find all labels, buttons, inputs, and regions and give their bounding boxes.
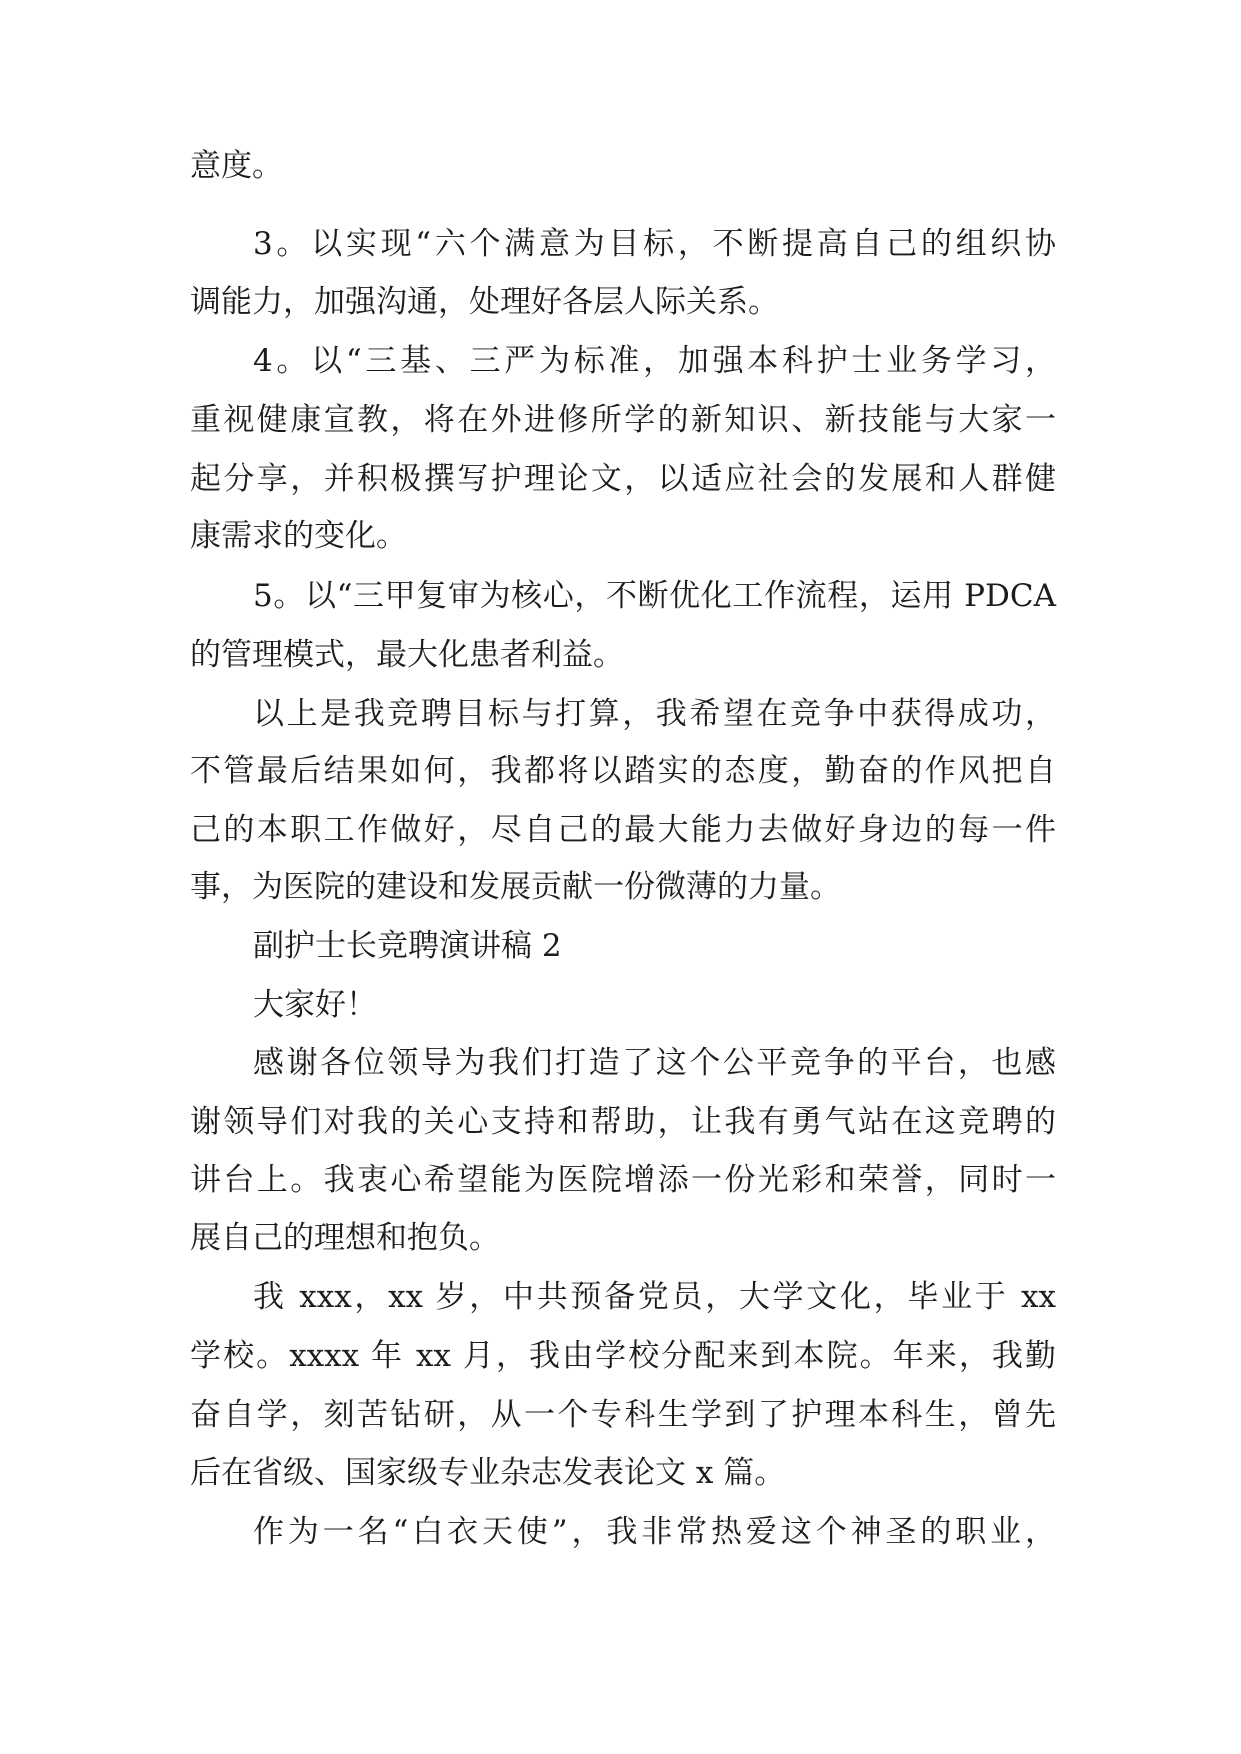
text-line-9: 的管理模式，最大化患者利益。 bbox=[190, 637, 624, 673]
text-line-20: 我 xxx，xx 岁，中共预备党员，大学文化，毕业于 xx bbox=[253, 1279, 1056, 1315]
text-line-2: 3。以实现“六个满意为目标，不断提高自己的组织协 bbox=[253, 226, 1056, 262]
text-line-12: 己的本职工作做好，尽自己的最大能力去做好身边的每一件 bbox=[190, 812, 1056, 848]
text-line-4: 4。以“三基、三严为标准，加强本科护士业务学习， bbox=[253, 343, 1056, 379]
text-line-17: 谢领导们对我的关心支持和帮助，让我有勇气站在这竞聘的 bbox=[190, 1104, 1056, 1140]
text-line-16: 感谢各位领导为我们打造了这个公平竞争的平台，也感 bbox=[253, 1045, 1056, 1081]
text-line-8: 5。以“三甲复审为核心，不断优化工作流程，运用 PDCA bbox=[253, 578, 1056, 614]
text-line-18: 讲台上。我衷心希望能为医院增添一份光彩和荣誉，同时一 bbox=[190, 1162, 1056, 1198]
text-line-22: 奋自学，刻苦钻研，从一个专科生学到了护理本科生，曾先 bbox=[190, 1397, 1056, 1433]
text-line-19: 展自己的理想和抱负。 bbox=[190, 1220, 500, 1256]
text-line-21: 学校。xxxx 年 xx 月，我由学校分配来到本院。年来，我勤 bbox=[190, 1338, 1056, 1374]
text-line-13: 事，为医院的建设和发展贡献一份微薄的力量。 bbox=[190, 869, 841, 905]
text-line-1: 意度。 bbox=[190, 148, 283, 184]
text-line-24: 作为一名“白衣天使”，我非常热爱这个神圣的职业， bbox=[253, 1514, 1056, 1550]
text-line-5: 重视健康宣教，将在外进修所学的新知识、新技能与大家一 bbox=[190, 402, 1056, 438]
text-line-3: 调能力，加强沟通，处理好各层人际关系。 bbox=[190, 284, 779, 320]
text-line-11: 不管最后结果如何，我都将以踏实的态度，勤奋的作风把自 bbox=[190, 753, 1056, 789]
text-line-6: 起分享，并积极撰写护理论文，以适应社会的发展和人群健 bbox=[190, 461, 1056, 497]
text-line-7: 康需求的变化。 bbox=[190, 518, 407, 554]
greeting-line: 大家好！ bbox=[253, 987, 377, 1023]
text-line-10: 以上是我竞聘目标与打算，我希望在竞争中获得成功， bbox=[253, 696, 1056, 732]
text-line-23: 后在省级、国家级专业杂志发表论文 x 篇。 bbox=[190, 1455, 786, 1491]
section-heading: 副护士长竞聘演讲稿 2 bbox=[253, 928, 562, 964]
